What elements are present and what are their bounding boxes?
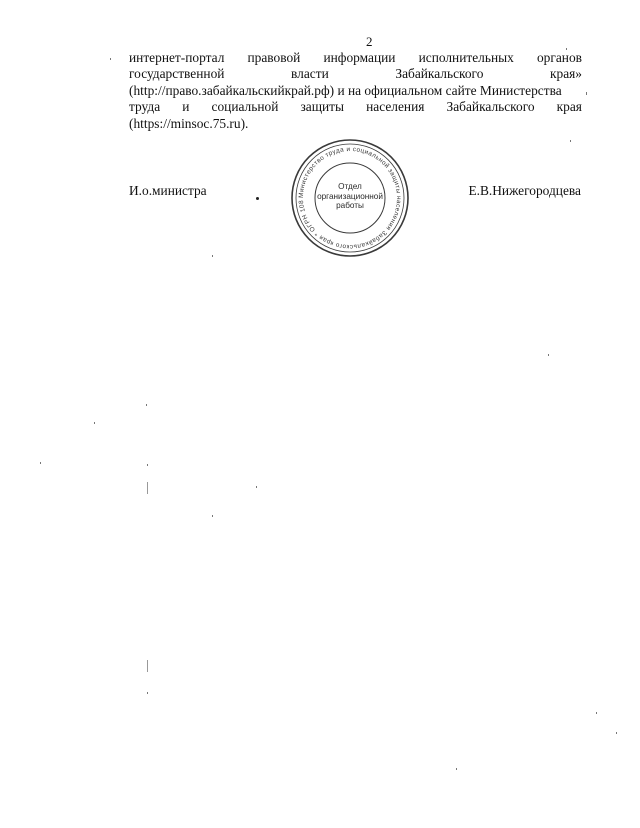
official-stamp	[286, 134, 414, 262]
word: Забайкальского	[446, 99, 535, 115]
stamp-ring-text: Министерство труда и социальной защиты населения Забайкальского края * ОГРН 108	[297, 145, 403, 251]
body-line-2	[129, 66, 582, 82]
scan-speck	[146, 404, 147, 406]
word: и	[182, 99, 190, 115]
body-line-3	[129, 83, 582, 99]
word: информации	[323, 50, 396, 65]
word: населения	[366, 99, 425, 115]
scan-speck	[570, 140, 571, 142]
scan-speck	[94, 422, 95, 424]
signature-mark	[256, 197, 259, 200]
scan-speck	[616, 732, 617, 734]
signer-title: И.о.министра	[129, 183, 207, 198]
scan-speck	[212, 515, 213, 517]
word: правовой	[247, 50, 301, 65]
word: края»	[550, 66, 582, 82]
word: социальной	[211, 99, 279, 115]
body-line-4	[129, 99, 582, 115]
scan-speck	[548, 354, 549, 356]
scan-speck	[147, 692, 148, 694]
scan-speck	[147, 660, 148, 672]
scan-speck	[147, 464, 148, 466]
scan-speck	[456, 768, 457, 770]
scan-speck	[40, 462, 41, 464]
stamp-center-text: Отдел организационной работы	[317, 182, 383, 211]
word: (https://minsoc.75.ru).	[129, 115, 249, 131]
body-paragraph	[129, 50, 582, 132]
scan-speck	[566, 48, 567, 50]
scan-speck	[110, 58, 111, 60]
body-line-1	[129, 50, 582, 66]
word: государственной	[129, 66, 225, 82]
signer-name: Е.В.Нижегородцева	[468, 183, 581, 198]
word: (http://право.забайкальскийкрай.рф) и на официальном сайте Министерства	[129, 82, 562, 98]
scan-speck	[586, 92, 587, 95]
word: исполнительных	[418, 50, 514, 65]
word: края	[556, 99, 582, 115]
word: власти	[291, 66, 329, 82]
body-line-5	[129, 116, 582, 132]
scan-speck	[212, 255, 213, 257]
word: Забайкальского	[395, 66, 484, 82]
scan-speck	[147, 482, 148, 494]
word: интернет-портал	[129, 50, 225, 65]
scan-speck	[256, 486, 257, 488]
word: защиты	[300, 99, 345, 115]
word: труда	[129, 99, 161, 115]
page-number: 2	[366, 34, 373, 49]
word: органов	[536, 50, 582, 65]
scan-speck	[596, 712, 597, 714]
